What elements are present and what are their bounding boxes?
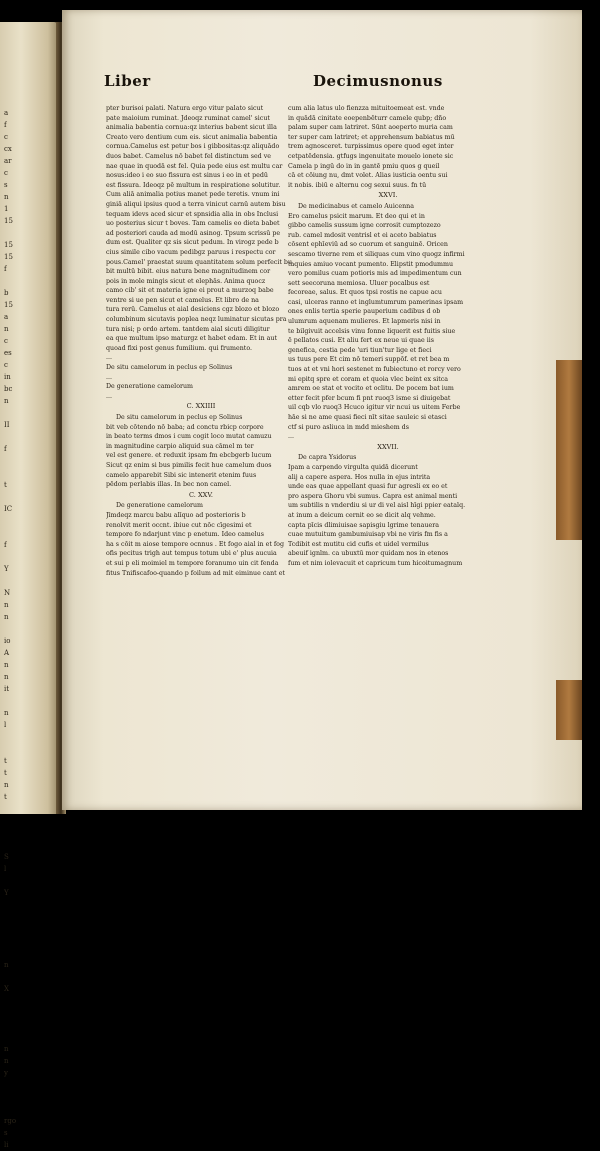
text-line: Cum aliā animalia potius manet pede teretis. vnum ini	[106, 191, 280, 199]
text-line: in magnitudine carpio aliquid sua cāmel m ter	[106, 442, 254, 450]
chapter-number: C. XXV.	[188, 490, 214, 499]
text-line: rub. camel mdosit ventrisl et ei aceto babiatus	[288, 231, 437, 239]
text-line: De generatione camelorum	[106, 383, 194, 391]
text-line: Sicut qz enim si bus pimilis fecit hue camelum duos	[106, 461, 272, 469]
text-line: ofis pecitus trigh aut tempus totum ubi e' plus aucuia	[106, 550, 277, 558]
text-line: camo cib' sit et materia igne ei prout a murzoq babe	[106, 287, 274, 295]
text-line: camelo apparebit Sibi sic intenerit etenim fuus	[106, 471, 257, 479]
text-line: fitus Tnifiscafoo-quando p foilum ad mit eiminue cant et	[106, 569, 285, 577]
text-line: Ero camelus psicit marum. Et deo qui et in	[288, 212, 425, 220]
text-line: cuae mutuitum gambumiuisap vbi ne viris fm fis a	[288, 531, 448, 539]
text-line: um subtilis n vnderdiu si ur di vel aisl hīgi ppier eatalq.	[288, 502, 466, 510]
text-line: te bilgivuit accelsis vinu fonne liquerit est fuitis siue	[288, 327, 456, 335]
text-line: quoad fixi post genus fumilium. qui frumento.	[106, 344, 253, 352]
text-line: ...	[106, 373, 113, 381]
text-line: capta pīcis dlimiuisae sapisgiu lgrime tenauera	[288, 521, 439, 529]
chapter-number: XXVII.	[377, 442, 399, 451]
text-line: tempore fo ndarjunt vinc p enetum. Ideo camelus	[106, 531, 264, 539]
text-line: cōsent ephīeviū ad so cuorum et sanguinē. Oricen	[288, 241, 448, 249]
text-column-left	[106, 104, 296, 578]
text-line: animalia babentia cornua:qz interius babent sicut illa	[106, 124, 277, 132]
page-edge-upper	[556, 360, 582, 540]
chapter-heading: De generatione camelorum	[116, 502, 204, 510]
chapter-number: XXVI.	[378, 191, 398, 200]
text-line: renolvit merit occnt. ibiue cut nōc cīgesimi et	[106, 521, 252, 529]
text-line: tuos at et vni hori sestenet m fubiectuno et rorcy vero	[288, 366, 461, 374]
text-line: fum et nim iolevacuit et capricum tum hicoitumagnum	[288, 559, 463, 567]
text-line: giniā aliqui ipsius quod a terra vinicut carnū autem bisu	[106, 200, 286, 208]
text-line: it nobis. ibiū e alternu cog sexui suus. fn tū	[288, 181, 427, 189]
text-line: Jīmdeqz marcu babu alīquo ad posterioris b	[106, 511, 246, 519]
text-line: amrem oe stat et vocito et oclitu. De pocem bat ium	[288, 385, 454, 393]
text-line: ctf si puro asliuca in mdd mieshem ds	[288, 423, 409, 431]
text-line: uo posterius sicur t boves. Tam camelis eo dieta babet	[106, 220, 280, 228]
text-line: ter super cam latriret; et apprehensum babiatus mū	[288, 133, 455, 141]
text-line: ...	[106, 354, 113, 362]
text-column-right	[288, 104, 488, 569]
chapter-heading: De capra Ysidorus	[298, 454, 357, 462]
text-line: cum alia latus ulo fienzza mituitoemeat est. vnde	[288, 105, 445, 112]
text-line: at inum a deicum cernit eo se dicit alq vehme.	[288, 511, 436, 519]
text-line: pro aspera Ghoru vbi sumus. Capra est animal menti	[288, 492, 458, 500]
text-line: duos babet. Camelus nō babet fel distinctum sed ve	[106, 152, 271, 160]
text-line: ...	[288, 433, 295, 441]
text-line: unde eas quae appellant quasi fur agresli ex eo et	[288, 483, 448, 491]
text-line: nae quae in quodā est fel. Quia pede eius est multu car	[106, 162, 283, 170]
text-line: cornua.Camelus est petur bos i gibbositas:qz aliquādo	[106, 143, 280, 151]
text-line: Creato vero dentium cum eis. sicut animalia babentia	[106, 133, 278, 141]
text-line: pēdom perlabis illas. In bec non camel.	[106, 481, 232, 489]
text-line: abeuif ignlm. ca ubuxtū mor quidam nos in etenos	[288, 550, 449, 558]
text-line: fecoreae, salus. Et quos tpsi rostis ne capue acu	[288, 289, 442, 297]
text-line: vel est genere. et reduxit ipsam fm ebcbgerb lucum	[106, 452, 272, 460]
text-line: alij a capere aspera. Hos nulla in ejus intrita	[288, 473, 431, 481]
text-line: est fissura. Ideoqz pē multum in respiratione solutitur.	[106, 181, 281, 189]
text-line: trem agnosceret. turpissimus opere quod eget inter	[288, 143, 454, 151]
chapter-heading: De situ camelorum in peclus ep Solinus	[116, 414, 243, 421]
text-line: Tcdibit est mutitu cid cufis et uidel vermilus	[288, 540, 429, 548]
running-header-left: Liber	[104, 72, 151, 90]
text-line: ha s cōit m aiose tempore ocnnus . Et fogo aial in et fog	[106, 540, 285, 548]
text-line: genefica, cestia pede 'uri tiun'tur lige et fieci	[288, 346, 432, 354]
text-line: tura nisi; p ordo artem. tantdem aial sicuti diligitur	[106, 325, 270, 333]
text-line: Camela p ingū do in in gantē pmiu quos g queil	[288, 162, 440, 170]
text-line: nosus:ideo i eo suo fissura est sinus i eo in et pedū	[106, 172, 268, 180]
text-line: ...	[106, 392, 113, 400]
text-line: columbinum sicutavis poplea neqz luminatur sicutas pra	[106, 316, 287, 324]
text-line: casi, ulceras ranno et inglumtumrum pamerinas ipsam	[288, 298, 464, 306]
text-line: us tuus pere Et cim nō temeri suppōf. et ret bea m	[288, 356, 450, 364]
text-line: sett seecoruna memiosa. Uluer pocalbus est	[288, 279, 430, 287]
text-line: pous.Camel' praestat suum quantitatem solum perfecit bu	[106, 258, 293, 266]
page-edge-lower	[556, 680, 582, 740]
text-line: vero pomilus cuam potioris mis ad impedimentum cun	[288, 270, 462, 278]
text-line: bit veb cōtendo nō baba; ad conctu rbicp corpore	[106, 423, 264, 431]
text-line: etter fecit pfer bcum fi pnt ruoq3 isme si diuigebat	[288, 394, 451, 402]
text-line: Ipam a carpendo virgulta quidā dicerunt	[288, 463, 418, 471]
text-line: tura rerū. Camelus et aial desiciens cgz blozo et blozo	[106, 306, 280, 314]
text-line: ad posteriori cauda ad modū asinog. Tpsum scrissū pe	[106, 229, 281, 237]
text-line: tequam idevs aced sicur et spnsidia alia in obs Inclusi	[106, 210, 279, 218]
text-line: ea que multum ipso maturgz et habet edam. Et in aut	[106, 335, 278, 343]
chapter-number: C. XXIIII	[186, 402, 216, 411]
text-line: ones enlis tertia sperie pauperium cadibus d ob	[288, 308, 441, 316]
text-line: dum est. Qualiter qz sis sicut pedum. In virogz pede b	[106, 239, 279, 247]
text-line: uil cqb vlo ruoq3 Hcuco igitur vir ncui us uitem Ferbe	[288, 404, 461, 412]
chapter-heading: De medicinabus et camelo Auicenna	[298, 202, 414, 210]
text-line: cetpatēdensia. gtfugs ingenuitate mouelo ionete sic	[288, 152, 454, 160]
text-line: cius simile cibo vacum pedibgz paruus i respectu cor	[106, 248, 276, 256]
text-line: ē pellatos cusi. Et aliu fert ex neue ui quae iis	[288, 337, 434, 345]
text-line: sescamo tiverne rem et siliquas cum vino quogz infirmi	[288, 250, 465, 258]
running-header-right: Decimusnonus	[313, 72, 443, 90]
text-line: ventre si ue pen sicut et camelus. Et libro de na	[106, 296, 259, 304]
text-line: cā et cōiung nu, dmt volet. Alias iusticia oentu sui	[288, 172, 448, 180]
text-line: in quādā cinitate eoepenbēturr camele qubp; dño	[288, 114, 447, 122]
text-line: pois in mole mingis sicut et elephās. Anima quocz	[106, 277, 266, 285]
text-line: et sui p eli moimiel m tempore foranumo uin cit fenda	[106, 559, 279, 567]
left-page-edge	[0, 22, 60, 1149]
text-line: gibbo camelis sussum igne corrosit cumptozezo	[288, 222, 441, 230]
left-page-margin-text: a f c cx ar c s n 1 15 15 15 f b 15 a n c es c in bc n II f t IC f Y N n n io A n n it n l t t n t S l Y n X n n y rgo s li	[4, 109, 17, 1149]
text-line: pate maioium ruminat. Jdeoqz ruminat camel' sicut	[106, 114, 270, 122]
text-line: mi epitq spre et coram et quoia vlec beint ex sitca	[288, 375, 449, 383]
text-line: De situ camelorum in peclus ep Solinus	[106, 364, 233, 372]
text-line: in beato terms dmos i cum cogit loco mutat camuzu	[106, 433, 272, 441]
text-line: hāe si ne ame quasi fieci nīt sitae sauleic si etasci	[288, 414, 447, 421]
text-line: bit multū bibit. eius natura bene magnitudinem cor	[106, 268, 271, 276]
text-line: palam super cam latriret. Sūnt aoeperto muria cam	[288, 124, 453, 132]
text-line: ulumrum aquenam mulieres. Et lapmeris nisi in	[288, 318, 441, 326]
text-line: pter burisoi palati. Natura ergo vitur palato sicut	[106, 105, 264, 112]
text-line: taquies amiuo vocant pumento. Elipstit pmodummu	[288, 260, 454, 268]
